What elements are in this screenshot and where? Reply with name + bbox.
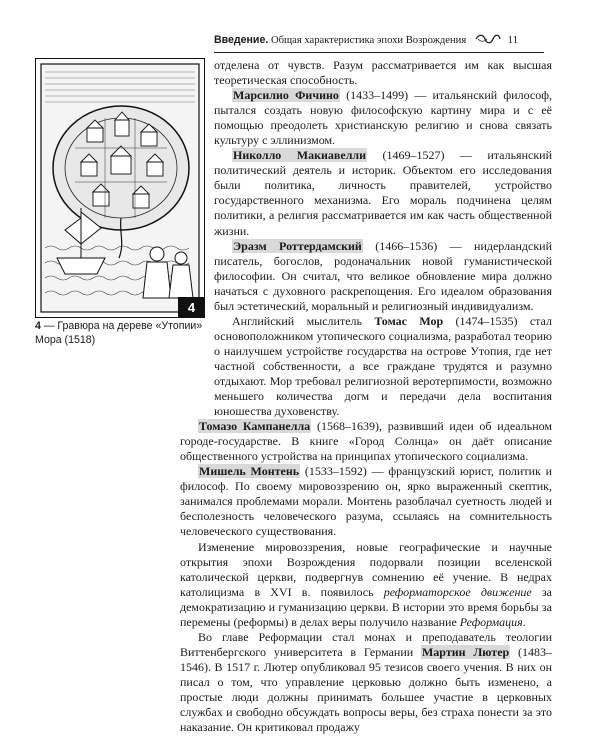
paragraph-erasmus (214, 239, 552, 314)
paragraph-ficino (214, 88, 552, 148)
paragraph-reformation (180, 540, 552, 630)
paragraph-luther (180, 630, 552, 735)
text-machiavelli: (1469–1527) — итальянский политический деятель и историк. Объектом его исследования были политика, личность правителей, устройство государственного механизма. Его мораль подчинена целям политики, а религия рассматривается им как часть общественной жизни. (214, 148, 552, 238)
paragraph-montaigne (180, 464, 552, 539)
figure-number-badge: 4 (178, 297, 205, 318)
term-reform-movement: реформаторское движение (383, 584, 532, 599)
text-campanella: (1568–1639), развивший идеи об идеальном городе-государстве. В книге «Город Солнца» он даёт описание общественного устройства на принципах утопического социализма. (180, 419, 552, 464)
paragraph-more (214, 314, 552, 419)
caption-text: — Гравюра на дереве «Утопии» Мора (1518) (35, 320, 203, 346)
text-montaigne: (1533–1592) — французский юрист, политик и философ. По своему мировоззрению он, ярко выраженный скептик, занимался проблемами морали. Монтень разоблачал суетность людей и бесполезность человеческого разума, ссылаясь на сомнительность человеческого существования. (180, 464, 553, 539)
text-ficino: (1433–1499) — итальянский философ, пытался создать новую философскую картину мира и с её помощью преодолеть христианскую религию и снова связать культуру с эллинизмом. (214, 88, 552, 148)
page-number: 11 (507, 34, 519, 46)
text-luther-a: Во главе Реформации стал монах и преподаватель теологии Виттенбергского университета в Германии (180, 629, 552, 659)
text-more: (1474–1535) стал основоположником утопического социализма, разработал теорию о наилучшем устройстве государства на острове Утопия, где нет частной собственности, а все граждане трудятся и разумно отдыхают. Мор требовал религиозной веротерпимости, возможно меньшего количества догм и передачи дела воспитания юношества духовенству. (214, 313, 552, 419)
name-ficino: Марсилио Фичино (233, 88, 339, 103)
body-text (180, 58, 552, 735)
header-section-title: Общая характеристика эпохи Возрождения (270, 35, 467, 46)
caption-number: 4 (35, 320, 41, 332)
text-reformation-c: . (522, 614, 526, 629)
name-machiavelli: Николло Макиавелли (233, 148, 367, 163)
name-luther: Мартин Лютер (421, 644, 510, 659)
text-reformation-a: Изменение мировоззрения, новые географические и научные открытия эпохи Возрождения подорвали позиции вселенской католической церкви, подвергнув сомнению её учение. В недрах католицизма в XVI в. появилось (180, 539, 552, 599)
text-luther-b: (1483–1546). В 1517 г. Лютер опубликовал 95 тезисов своего учения. В них он писал о том, что управление церковью должно быть изменено, а простые люди должны принимать большее участие в церковных службах и свободно обсуждать вопросы веры, без страха понести за это наказание. Он критиковал продажу (180, 644, 553, 735)
name-more: Томас Мор (374, 313, 444, 328)
term-reformation: Реформация (459, 614, 523, 629)
ornament-icon (475, 34, 501, 44)
text-reformation-b: за демократизацию и гуманизацию церкви. В истории это время борьбы за перемены (реформы) в делах веры получило название (180, 584, 552, 629)
running-header (214, 30, 544, 53)
text-more-pre: Английский мыслитель (232, 313, 375, 328)
name-montaigne: Мишель Монтень (199, 464, 300, 479)
name-erasmus: Эразм Роттердамский (233, 238, 362, 253)
name-campanella: Томазо Кампанелла (199, 419, 311, 434)
paragraph-machiavelli (214, 148, 552, 238)
paragraph-campanella (180, 419, 552, 464)
header-section-label: Введение. (214, 34, 269, 46)
text-erasmus: (1466–1536) — нидерландский писатель, богослов, родоначальник новой гуманистической философии. Он считал, что великое обновление мира должно начаться с духовного раскрепощения. Его идеалом образования был эстетический, моральный и религиозный индивидуализм. (214, 238, 552, 313)
paragraph-continuation: отделена от чувств. Разум рассматривается им как высшая теоретическая способность. (214, 58, 552, 88)
